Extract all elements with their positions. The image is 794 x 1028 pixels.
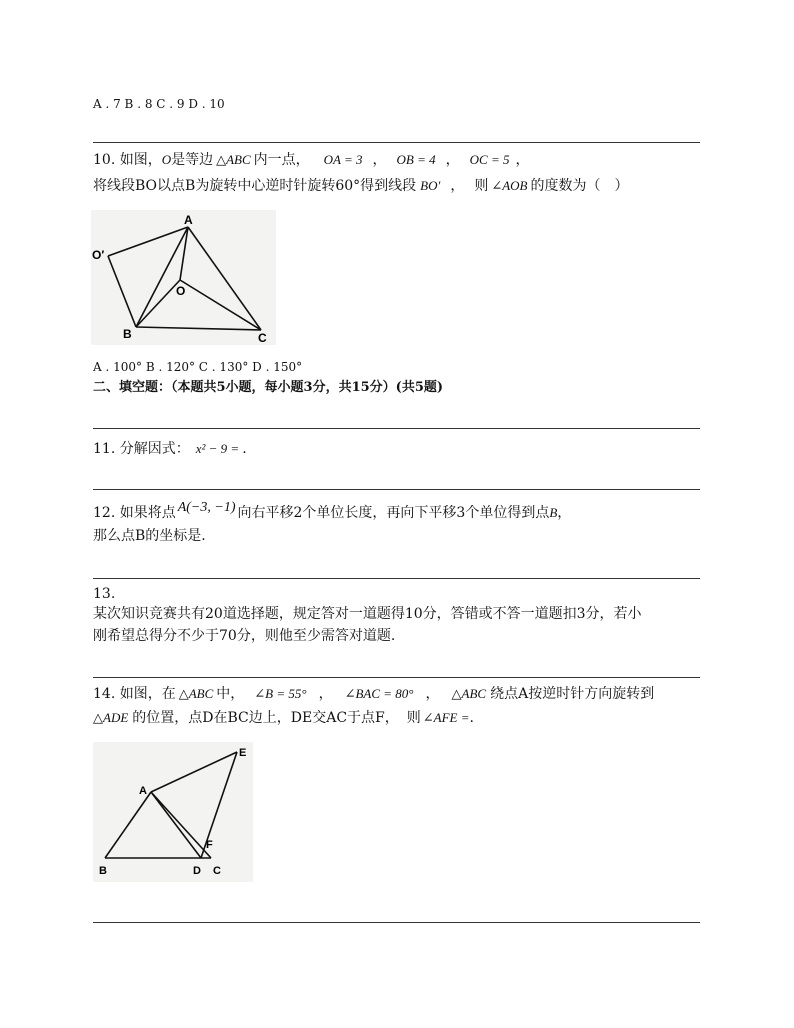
separator: ， (557, 505, 572, 521)
question-text: 则 (474, 178, 489, 194)
question-text: . (469, 710, 474, 726)
question-13-line-1: 某次知识竞赛共有20道选择题，规定答对一道题得10分，答错或不答一道题扣3分，若小 (93, 606, 642, 622)
question-number: 12. 如果将点 (93, 505, 176, 521)
question-text: 绕点A按逆时针方向旋转到 (490, 686, 655, 702)
question-10-line-1 (93, 151, 530, 169)
question-text: 的度数为（ ） (530, 178, 629, 194)
label-d: D (193, 865, 201, 877)
expression: x² − 9 = (195, 441, 240, 456)
question-text: 将线段BO以点B为旋转中心逆时针旋转60°得到线段 (93, 178, 417, 194)
question-text: . (242, 441, 247, 457)
question-13-line-2: 刚希望总得分不少于70分，则他至少需答对道题. (93, 628, 396, 644)
triangle-abc: △ABC (178, 686, 214, 701)
separator: ， (445, 152, 460, 168)
separator: ， (372, 152, 387, 168)
figure-rotated-triangles (93, 742, 253, 882)
divider (93, 489, 700, 490)
question-text: 向右平移2个单位长度，再向下平移3个单位得到点 (237, 505, 550, 521)
oa-value: OA = 3 (323, 152, 363, 167)
question-10-line-2 (93, 177, 629, 195)
point-a: A(−3, −1) (177, 500, 236, 515)
bo-prime: BO′ (420, 178, 441, 193)
label-b: B (123, 327, 132, 341)
question-13-number: 13. (93, 586, 116, 602)
question-text: 是等边 (171, 152, 214, 168)
label-o: O (176, 284, 186, 298)
question-number: 11. 分解因式： (93, 441, 190, 457)
divider (93, 677, 700, 678)
oc-value: OC = 5 (469, 152, 510, 167)
label-c: C (258, 331, 267, 345)
separator: ， (425, 686, 440, 702)
triangle-abc: △ABC (216, 152, 251, 167)
label-c: C (213, 865, 221, 877)
angle-b: ∠B = 55° (254, 686, 307, 701)
var-o: O (161, 152, 172, 167)
label-a: A (184, 213, 193, 227)
divider (93, 922, 700, 923)
question-10-options: A . 100° B . 120° C . 130° D . 150° (93, 360, 303, 374)
triangle-ade: △ADE (93, 710, 129, 725)
question-14-line-1 (93, 685, 654, 703)
divider (93, 142, 700, 143)
question-text: 中， (216, 686, 245, 702)
label-f: F (206, 839, 213, 851)
divider (93, 428, 700, 429)
label-b: B (99, 865, 107, 877)
label-o-prime: O′ (92, 248, 105, 262)
question-text: 内一点， (253, 152, 310, 168)
separator: ， (515, 152, 530, 168)
question-number: 10. 如图， (93, 152, 162, 168)
figure-rotation-triangle (91, 210, 276, 345)
question-11 (93, 440, 247, 458)
previous-question-options: A . 7 B . 8 C . 9 D . 10 (93, 97, 225, 111)
question-12-line-1 (93, 500, 572, 523)
separator: ， (318, 686, 333, 702)
separator: ， (450, 178, 465, 194)
label-a: A (139, 785, 147, 797)
divider (93, 578, 700, 579)
var-b: B (549, 505, 558, 520)
question-text: 的位置，点D在BC边上，DE交AC于点F， (132, 710, 399, 726)
question-12-line-2: 那么点B的坐标是. (93, 528, 206, 544)
label-e: E (239, 747, 247, 759)
angle-bac: ∠BAC = 80° (344, 686, 414, 701)
triangle-abc: △ABC (451, 686, 487, 701)
question-number: 14. 如图，在 (93, 686, 176, 702)
question-text: 则 (406, 710, 421, 726)
question-14-line-2 (93, 709, 474, 727)
ob-value: OB = 4 (396, 152, 436, 167)
angle-aob: ∠AOB (491, 178, 528, 193)
angle-afe: ∠AFE = (422, 710, 470, 725)
section-2-heading: 二、填空题：（本题共5小题，每小题3分，共15分）(共5题) (93, 380, 444, 395)
